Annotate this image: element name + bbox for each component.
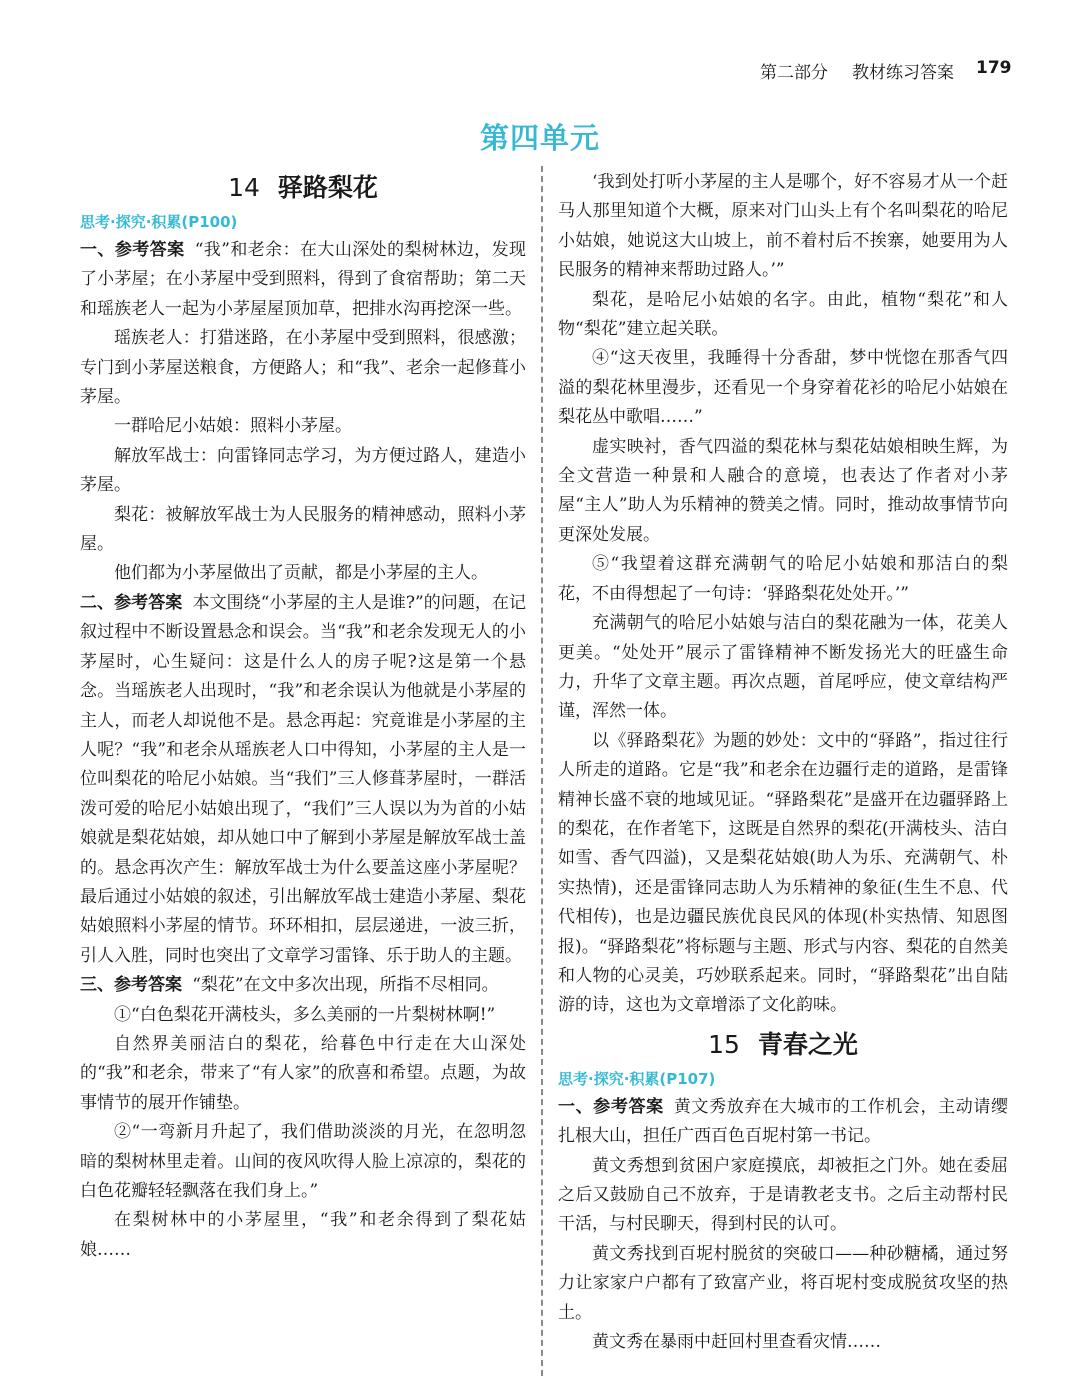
paragraph-text: “梨花”在文中多次出现，所指不尽相同。 <box>192 975 499 996</box>
chapter-title: 驿路梨花 <box>277 173 378 202</box>
answer-body-continued <box>558 168 1008 1021</box>
answer-label: 二、参考答案 <box>80 592 183 613</box>
paragraph <box>558 550 1008 609</box>
paragraph <box>558 344 1008 432</box>
paragraph <box>558 727 1008 1021</box>
paragraph <box>80 589 526 971</box>
page-number: 179 <box>976 58 1012 78</box>
chapter-number: 14 <box>228 173 260 202</box>
paragraph <box>80 442 526 501</box>
paragraph-text: ⑤“我望着这群充满朝气的哈尼小姑娘和那洁白的梨花，不由得想起了一句诗：‘驿路梨花处处开。’” <box>558 554 1008 604</box>
paragraph-text: “我”和老余：在大山深处的梨树林边，发现了小茅屋；在小茅屋中受到照料，得到了食宿帮助；第二天和瑶族老人一起为小茅屋屋顶加草，把排水沟再挖深一些。 <box>80 240 527 319</box>
header-part: 第二部分 <box>760 63 828 83</box>
paragraph-text: 本文围绕“小茅屋的主人是谁?”的问题，在记叙过程中不断设置悬念和误会。当“我”和老余发现无人的小茅屋时，心生疑问：这是什么人的房子呢?这是第一个悬念。当瑶族老人出现时，“我”和老余误认为他就是小茅屋的主人，而老人却说他不是。悬念再起：究竟谁是小茅屋的主人呢？“我”和老余从瑶族老人口中得知，小茅屋的主人是一位叫梨花的哈尼小姑娘。当“我们”三人修葺茅屋时，一群活泼可爱的哈尼小姑娘出现了，“我们”三人误以为为首的小姑娘就是梨花姑娘，却从她口中了解到小茅屋是解放军战士盖的。悬念再次产生：解放军战士为什么要盖这座小茅屋呢？最后通过小姑娘的叙述，引出解放军战士建造小茅屋、梨花姑娘照料小茅屋的情节。环环相扣，层层递进，一波三折，引人入胜，同时也突出了文章学习雷锋、乐于助人的主题。 <box>80 592 527 966</box>
paragraph <box>80 971 526 1000</box>
paragraph-text: 虚实映衬，香气四溢的梨花林与梨花姑娘相映生辉，为全文营造一种景和人融合的意境，也表达了作者对小茅屋“主人”助人为乐精神的赞美之情。同时，推动故事情节向更深处发展。 <box>558 436 1008 545</box>
header-book-title: 教材练习答案 <box>852 63 954 83</box>
paragraph <box>80 501 526 560</box>
right-column <box>558 168 1008 1357</box>
page-header <box>0 58 1080 86</box>
paragraph-text: 自然界美丽洁白的梨花，给暮色中行走在大山深处的“我”和老余，带来了“有人家”的欣喜和希望。点题，为故事情节的展开作铺垫。 <box>80 1033 526 1113</box>
paragraph <box>80 559 526 588</box>
paragraph <box>80 324 526 412</box>
answer-body <box>80 236 526 1265</box>
paragraph-text: ‘我到处打听小茅屋的主人是哪个，好不容易才从一个赶马人那里知道个大概，原来对门山头上有个名叫梨花的哈尼小姑娘，她说这大山坡上，前不着村后不挨寨，她要用为人民服务的精神来帮助过路人。’” <box>558 172 1008 281</box>
paragraph-text: 黄文秀想到贫困户家庭摸底，却被拒之门外。她在委屈之后又鼓励自己不放弃，于是请教老支书。之后主动帮村民干活，与村民聊天，得到村民的认可。 <box>558 1155 1008 1235</box>
paragraph-text: 黄文秀在暴雨中赶回村里查看灾情…… <box>592 1332 881 1353</box>
paragraph-text: 解放军战士：向雷锋同志学习，为方便过路人，建造小茅屋。 <box>80 445 526 496</box>
paragraph-text: 黄文秀放弃在大城市的工作机会，主动请缨扎根大山，担任广西百色百坭村第一书记。 <box>558 1096 1008 1147</box>
paragraph <box>80 236 526 324</box>
paragraph <box>558 168 1008 286</box>
paragraph-text: 梨花，是哈尼小姑娘的名字。由此，植物“梨花”和人物“梨花”建立起关联。 <box>558 289 1008 340</box>
paragraph <box>80 1206 526 1265</box>
paragraph-text: 在梨树林中的小茅屋里，“我”和老余得到了梨花姑娘…… <box>80 1210 526 1260</box>
paragraph-text: ①“白色梨花开满枝头，多么美丽的一片梨树林啊!” <box>114 1004 496 1025</box>
left-column <box>80 168 526 1265</box>
paragraph <box>80 412 526 441</box>
paragraph-text: 瑶族老人：打猎迷路，在小茅屋中受到照料，很感激；专门到小茅屋送粮食，方便路人；和“我”、老余一起修葺小茅屋。 <box>80 328 526 408</box>
paragraph-text: 梨花：被解放军战士为人民服务的精神感动，照料小茅屋。 <box>80 504 526 555</box>
paragraph-text: ②“一弯新月升起了，我们借助淡淡的月光，在忽明忽暗的梨树林里走着。山间的夜风吹得人脸上凉凉的，梨花的白色花瓣轻轻飘落在我们身上。” <box>80 1122 526 1201</box>
paragraph <box>558 286 1008 345</box>
chapter-number: 15 <box>708 1029 740 1059</box>
paragraph-text: 一群哈尼小姑娘：照料小茅屋。 <box>114 416 352 437</box>
paragraph <box>80 1001 526 1030</box>
answer-label: 三、参考答案 <box>80 975 182 996</box>
paragraph <box>558 1093 1008 1152</box>
paragraph <box>558 433 1008 551</box>
paragraph <box>558 1152 1008 1240</box>
unit-title: 第四单元 <box>479 121 600 155</box>
paragraph <box>558 1240 1008 1328</box>
section-heading: 思考·探究·积累(P100) <box>80 213 238 231</box>
paragraph-text: 充满朝气的哈尼小姑娘与洁白的梨花融为一体，花美人更美。“处处开”展示了雷锋精神不断发扬光大的旺盛生命力，升华了文章主题。再次点题，首尾呼应，使文章结构严谨，浑然一体。 <box>558 613 1008 722</box>
section-heading: 思考·探究·积累(P107) <box>558 1069 716 1088</box>
paragraph <box>558 609 1008 727</box>
paragraph <box>80 1030 526 1118</box>
column-divider <box>541 166 543 1376</box>
paragraph-text: 以《驿路梨花》为题的妙处：文中的“驿路”，指过往行人所走的道路。它是“我”和老余在边疆行走的道路，是雷锋精神长盛不衰的地域见证。“驿路梨花”是盛开在边疆驿路上的梨花，在作者笔下，这既是自然界的梨花(开满枝头、洁白如雪、香气四溢)，又是梨花姑娘(助人为乐、充满朝气、朴实热情)，还是雷锋同志助人为乐精神的象征(生生不息、代代相传)，也是边疆民族优良民风的体现(朴实热情、知恩图报)。“驿路梨花”将标题与主题、形式与内容、梨花的自然美和人物的心灵美，巧妙联系起来。同时，“驿路梨花”出自陆游的诗，这也为文章增添了文化韵味。 <box>558 730 1008 1016</box>
chapter-title: 青春之光 <box>757 1029 858 1059</box>
answer-label: 一、参考答案 <box>80 240 185 260</box>
chapter-heading <box>80 168 526 208</box>
paragraph <box>80 1118 526 1206</box>
paragraph-text: ④“这天夜里，我睡得十分香甜，梦中恍惚在那香气四溢的梨花林里漫步，还看见一个身穿着花衫的哈尼小姑娘在梨花丛中歌唱……” <box>558 348 1008 428</box>
answer-body <box>558 1093 1008 1358</box>
paragraph <box>558 1328 1008 1357</box>
answer-label: 一、参考答案 <box>558 1096 664 1117</box>
paragraph-text: 他们都为小茅屋做出了贡献，都是小茅屋的主人。 <box>114 563 488 584</box>
paragraph-text: 黄文秀找到百坭村脱贫的突破口——种砂糖橘，通过努力让家家户户都有了致富产业，将百坭村变成脱贫攻坚的热土。 <box>558 1243 1008 1323</box>
chapter-heading <box>558 1025 1008 1065</box>
